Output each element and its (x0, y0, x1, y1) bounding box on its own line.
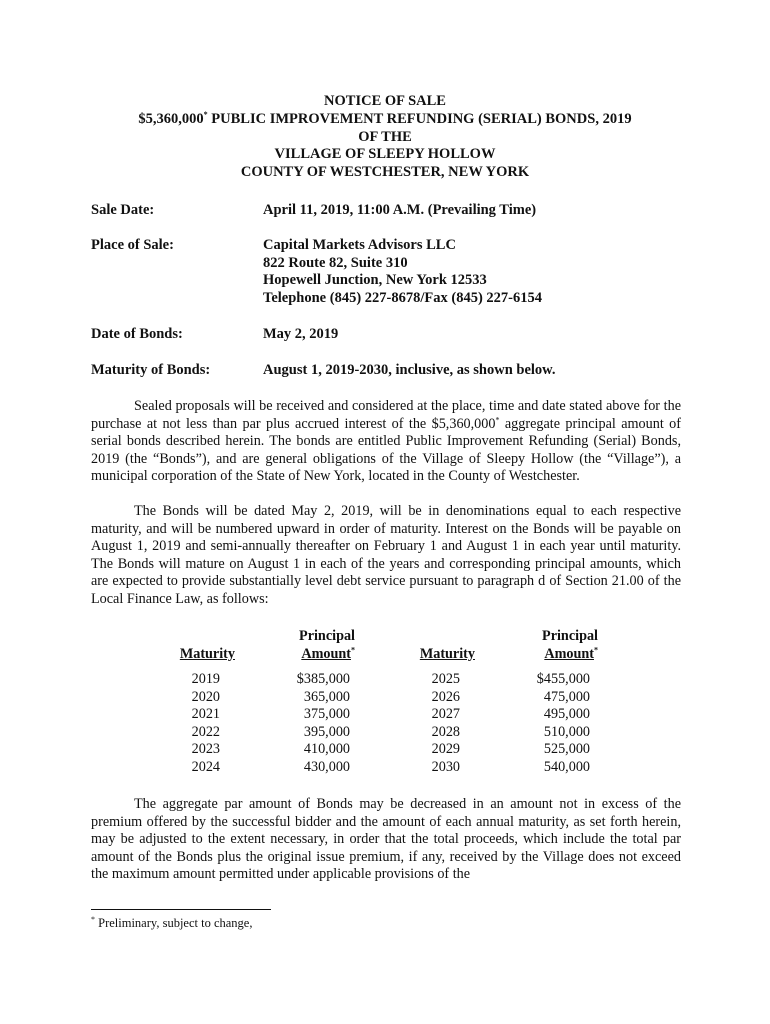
notice-title (0, 93, 770, 182)
place-line-3: Hopewell Junction, New York 12533 (263, 272, 487, 288)
left-maturity-header: Maturity (179, 646, 235, 662)
title-line-2 (0, 111, 770, 129)
table-cell-year: 2027 (431, 706, 460, 723)
paragraph-bond-terms: The Bonds will be dated May 2, 2019, will be in denominations equal to each respective maturity, and will be numbered upward in order of maturity. Interest on the Bonds will be payable on August 1, 2019 and semi-annually thereafter on February 1 and August 1 in each year until maturity. The Bonds will mature on August 1 in each of the years and corresponding principal amounts, which are expected to provide substantially level debt service pursuant to paragraph d of Section 21.00 of the Local Finance Law, as follows: (91, 503, 681, 607)
maturity-of-bonds-value: August 1, 2019-2030, inclusive, as shown below. (263, 362, 556, 378)
table-cell-year: 2021 (191, 706, 220, 723)
table-cell-amount: 495,000 (543, 706, 590, 723)
table-cell-amount: $455,000 (536, 671, 590, 687)
table-cell-amount: 365,000 (303, 688, 350, 705)
table-cell-year: 2026 (431, 688, 460, 705)
left-amounts-column (262, 671, 350, 777)
table-cell-year: 2024 (191, 758, 220, 775)
place-of-sale-label: Place of Sale: (91, 237, 174, 253)
footnote (91, 916, 252, 931)
right-years-column (412, 671, 460, 777)
table-cell-year: 2019 (191, 671, 220, 687)
title-line-3: OF THE (358, 128, 412, 145)
right-amounts-column (502, 671, 590, 777)
right-principal-header: Principal Amount* (542, 628, 598, 662)
table-cell-amount: 430,000 (303, 758, 350, 775)
table-cell-amount: 375,000 (303, 706, 350, 723)
table-cell-amount: 395,000 (303, 723, 350, 740)
footnote-text: Preliminary, subject to change, (95, 916, 253, 930)
place-line-2: 822 Route 82, Suite 310 (263, 254, 408, 271)
table-cell-year: 2023 (191, 741, 220, 758)
sale-date-value: April 11, 2019, 11:00 A.M. (Prevailing Time) (263, 202, 537, 218)
footnote-divider (91, 909, 271, 910)
title-line-1: NOTICE OF SALE (324, 93, 446, 109)
left-years-column (172, 671, 220, 777)
footnote-mark: * (91, 914, 95, 924)
right-maturity-header: Maturity (419, 646, 475, 662)
table-cell-amount: 475,000 (543, 688, 590, 705)
table-cell-year: 2020 (191, 688, 220, 705)
para1-text-b: aggregate principal amount of serial bonds described herein. The bonds are entitled Public Improvement Refunding (Serial) Bonds, 2019 (the “Bonds”), and are general obligations of the Village of Sleepy Hollow (the “Village”), a municipal corporation of the State of New York, located in the County of Westchester. (91, 415, 681, 485)
table-cell-year: 2022 (191, 723, 220, 740)
date-of-bonds-value: May 2, 2019 (263, 326, 339, 342)
table-cell-amount: 510,000 (543, 723, 590, 740)
sale-date-label: Sale Date: (91, 202, 155, 218)
title-bond-name: PUBLIC IMPROVEMENT REFUNDING (SERIAL) BONDS, 2019 (207, 110, 632, 127)
paragraph-par-amount-adjustment: The aggregate par amount of Bonds may be decreased in an amount not in excess of the premium offered by the successful bidder and the amount of each annual maturity, as set forth herein, may be adjusted to the extent necessary, in order that the total proceeds, which include the total par amount of the Bonds plus the original issue premium, if any, received by the Village does not exceed the maximum amount permitted under applicable provisions of the (91, 796, 681, 883)
title-line-5: COUNTY OF WESTCHESTER, NEW YORK (240, 164, 530, 181)
table-cell-year: 2025 (431, 671, 460, 687)
title-amount: $5,360,000 (138, 110, 204, 127)
para1-footnote-mark: * (495, 414, 500, 424)
table-cell-amount: $385,000 (296, 671, 350, 687)
para1-text-a: Sealed proposals will be received and considered at the place, time and date stated above for the purchase at not less than par plus accrued interest of the $5,360,000 (91, 398, 681, 432)
date-of-bonds-label: Date of Bonds: (91, 326, 183, 342)
table-cell-year: 2029 (431, 741, 460, 758)
paragraph-sealed-proposals (91, 398, 681, 486)
table-cell-year: 2028 (431, 723, 460, 740)
place-line-1: Capital Markets Advisors LLC (263, 237, 456, 253)
title-line-4: VILLAGE OF SLEEPY HOLLOW (274, 146, 496, 163)
table-cell-amount: 410,000 (303, 741, 350, 758)
place-of-sale-address (263, 237, 542, 307)
table-cell-amount: 540,000 (543, 758, 590, 775)
place-line-4: Telephone (845) 227-8678/Fax (845) 227-6154 (263, 289, 542, 306)
maturity-of-bonds-label: Maturity of Bonds: (91, 362, 211, 378)
title-footnote-mark: * (203, 109, 208, 119)
left-principal-header: Principal Amount* (299, 628, 355, 662)
table-cell-amount: 525,000 (543, 741, 590, 758)
table-cell-year: 2030 (431, 758, 460, 775)
